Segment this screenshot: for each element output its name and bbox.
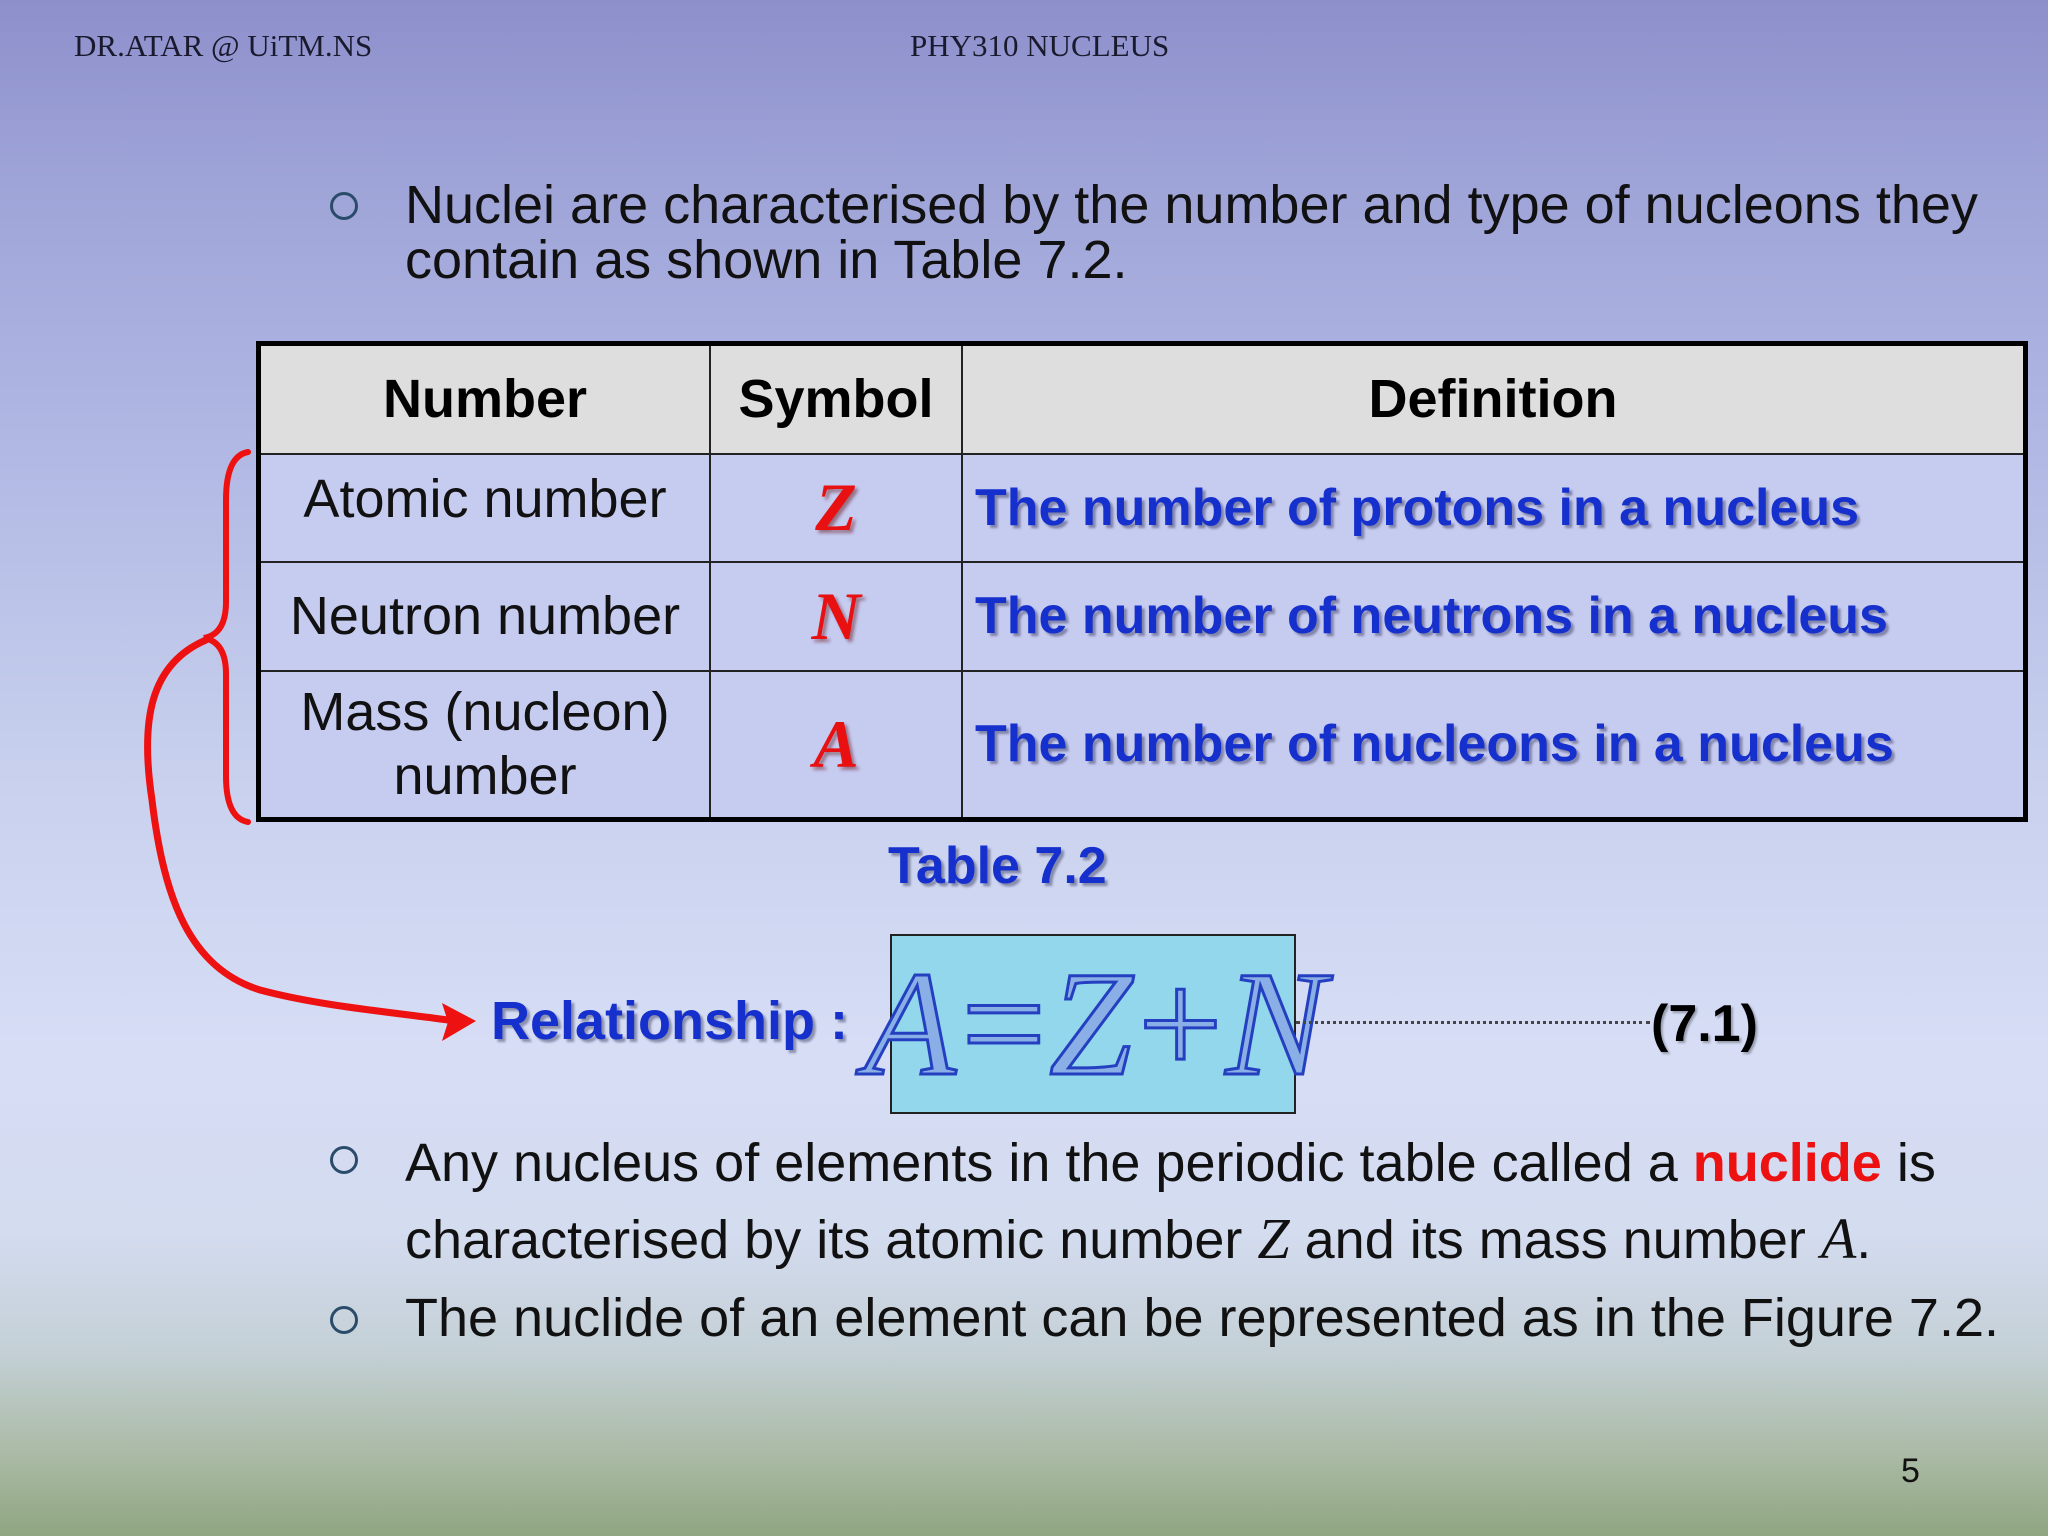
table-header-row — [259, 344, 2026, 454]
table-row — [259, 671, 2026, 820]
header-course-title: PHY310 NUCLEUS — [910, 28, 1170, 63]
cell-symbol: N — [710, 562, 962, 671]
nuclide-highlight: nuclide — [1692, 1133, 1882, 1193]
curly-brace — [204, 452, 248, 822]
table-row — [259, 562, 2026, 671]
cell-symbol: A — [710, 671, 962, 820]
circle-bullet-icon — [330, 192, 358, 220]
header-symbol: Symbol — [710, 344, 962, 454]
bullet-text — [405, 1126, 2010, 1278]
equation-number: (7.1) — [1651, 995, 1758, 1053]
cell-number: Neutron number — [259, 562, 711, 671]
cell-definition: The number of protons in a nucleus — [962, 454, 2026, 562]
bullet-text: Nuclei are characterised by the number and type of nucleons they contain as shown in Table 7.2. — [405, 175, 1978, 290]
circle-bullet-icon — [330, 1306, 358, 1334]
table-caption: Table 7.2 — [888, 837, 1107, 895]
nucleon-table — [256, 341, 2028, 822]
equation-text: A=Z+N — [864, 941, 1322, 1107]
relationship-label: Relationship : — [491, 991, 849, 1051]
cell-definition: The number of nucleons in a nucleus — [962, 671, 2026, 820]
equation-dotted-leader — [1296, 1021, 1650, 1024]
bullet-text: The nuclide of an element can be represented as in the Figure 7.2. — [405, 1288, 2000, 1348]
header-author: DR.ATAR @ UiTM.NS — [74, 28, 373, 63]
cell-number: Mass (nucleon) number — [259, 671, 711, 820]
bullet-text-part: Any nucleus of elements in the periodic table called a — [405, 1133, 1693, 1193]
header-definition: Definition — [962, 344, 2026, 454]
page-number: 5 — [1901, 1452, 1920, 1490]
cell-definition: The number of neutrons in a nucleus — [962, 562, 2026, 671]
math-variable-z: Z — [1257, 1206, 1290, 1271]
equation-box — [864, 934, 1322, 1114]
arrowhead-icon — [442, 1003, 476, 1041]
bullet-text-part: is characterised by its atomic number — [405, 1133, 1936, 1270]
header-number: Number — [259, 344, 711, 454]
cell-symbol: Z — [710, 454, 962, 562]
bullet-text-part: . — [1856, 1210, 1872, 1270]
math-variable-a: A — [1820, 1206, 1857, 1271]
table-row — [259, 454, 2026, 562]
cell-number: Atomic number — [259, 454, 711, 562]
bullet-text-part: and its mass number — [1289, 1210, 1821, 1270]
circle-bullet-icon — [330, 1146, 358, 1174]
